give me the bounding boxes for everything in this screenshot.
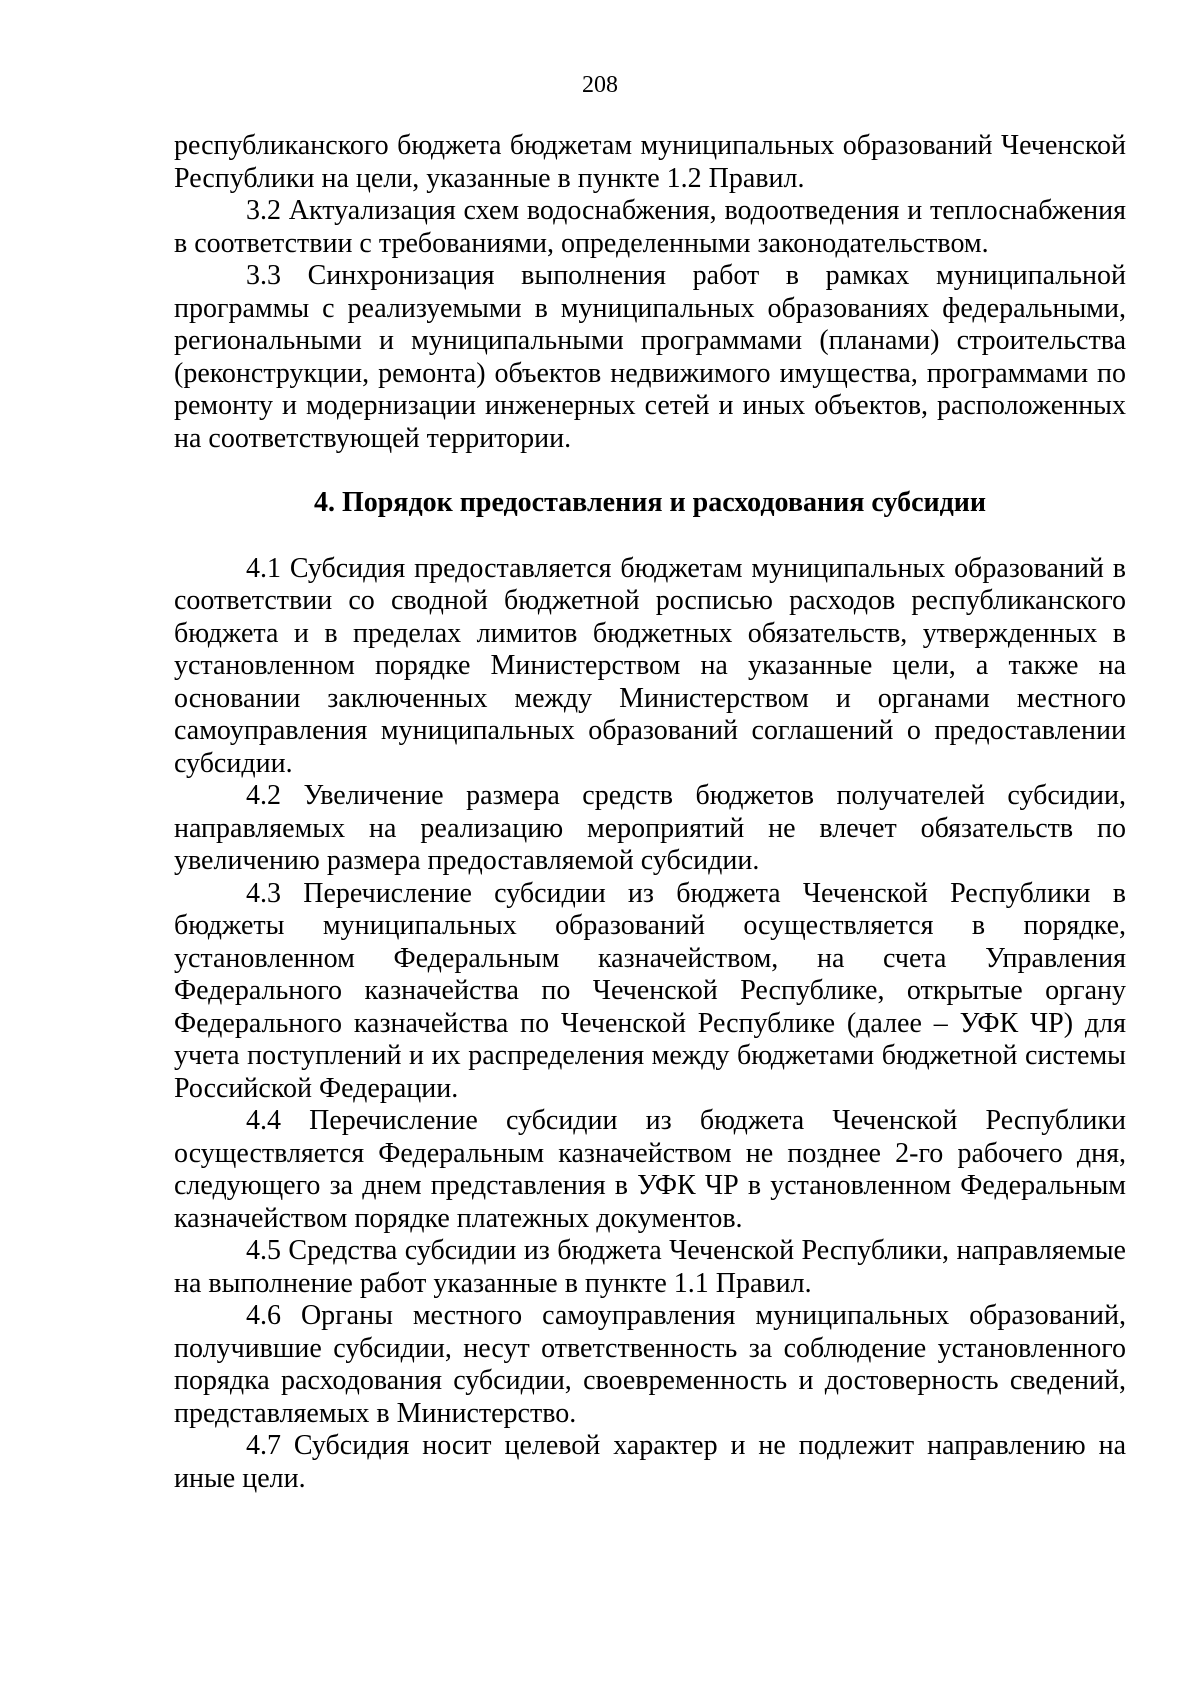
paragraph-4-3: 4.3 Перечисление субсидии из бюджета Чеченской Республики в бюджеты муниципальных образований осуществляется в порядке, установленном Федеральным казначейством, на счета Управления Федерального казначейства по Чеченской Республике, открытые органу Федерального казначейства по Чеченской Республике (далее – УФК ЧР) для учета поступлений и их распределения между бюджетами бюджетной системы Российской Федерации. <box>174 877 1126 1104</box>
section-3-continuation: республиканского бюджета бюджетам муниципальных образований Чеченской Республики на цели, указанные в пункте 1.2 Правил. <box>174 130 1126 194</box>
section-4-heading: 4. Порядок предоставления и расходования субсидии <box>313 487 987 518</box>
paragraph-4-6: 4.6 Органы местного самоуправления муниципальных образований, получившие субсидии, несут ответственность за соблюдение установленного порядка расходования субсидии, своевременность и достоверность сведений, представляемых в Министерство. <box>174 1300 1126 1429</box>
paragraph-4-5: 4.5 Средства субсидии из бюджета Чеченской Республики, направляемые на выполнение работ указанные в пункте 1.1 Правил. <box>174 1235 1126 1299</box>
paragraph-4-2: 4.2 Увеличение размера средств бюджетов получателей субсидии, направляемых на реализацию мероприятий не влечет обязательств по увеличению размера предоставляемой субсидии. <box>174 780 1126 876</box>
document-body <box>174 130 1126 1495</box>
paragraph-4-7: 4.7 Субсидия носит целевой характер и не подлежит направлению на иные цели. <box>174 1430 1126 1494</box>
paragraph-4-4: 4.4 Перечисление субсидии из бюджета Чеченской Республики осуществляется Федеральным казначейством не позднее 2-го рабочего дня, следующего за днем представления в УФК ЧР в установленном Федеральным казначейством порядке платежных документов. <box>174 1105 1126 1234</box>
paragraph-3-3: 3.3 Синхронизация выполнения работ в рамках муниципальной программы с реализуемыми в муниципальных образованиях федеральными, региональными и муниципальными программами (планами) строительства (реконструкции, ремонта) объектов недвижимого имущества, программами по ремонту и модернизации инженерных сетей и иных объектов, расположенных на соответствующей территории. <box>174 260 1126 454</box>
page-number: 208 <box>582 72 618 98</box>
paragraph-4-1: 4.1 Субсидия предоставляется бюджетам муниципальных образований в соответствии со сводной бюджетной росписью расходов республиканского бюджета и в пределах лимитов бюджетных обязательств, утвержденных в установленном порядке Министерством на указанные цели, а также на основании заключенных между Министерством и органами местного самоуправления муниципальных образований соглашений о предоставлении субсидии. <box>174 552 1126 779</box>
paragraph-3-2: 3.2 Актуализация схем водоснабжения, водоотведения и теплоснабжения в соответствии с требованиями, определенными законодательством. <box>174 195 1126 259</box>
